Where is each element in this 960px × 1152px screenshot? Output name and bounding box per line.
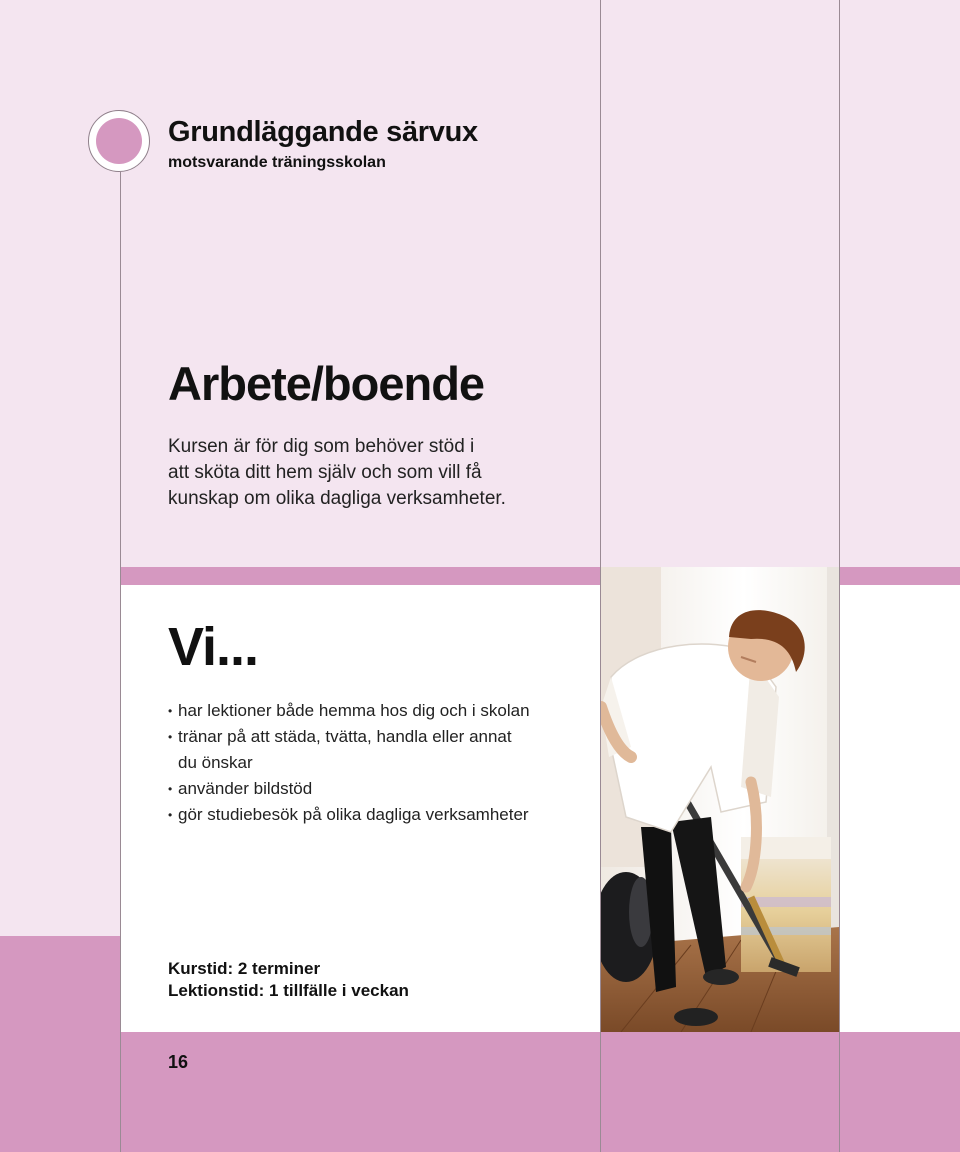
intro-line: kunskap om olika dagliga verksamheter. bbox=[168, 488, 506, 509]
intro-line: att sköta ditt hem själv och som vill få bbox=[168, 462, 482, 483]
vi-list bbox=[168, 698, 588, 828]
guide-line-left bbox=[120, 172, 121, 1152]
list-item-continuation: du önskar bbox=[178, 753, 253, 772]
pink-band-right bbox=[840, 567, 960, 585]
vi-heading: Vi... bbox=[168, 617, 259, 677]
guide-line-right bbox=[839, 0, 840, 1152]
list-item: • tränar på att städa, tvätta, handla eller annat bbox=[168, 724, 588, 750]
list-item: • har lektioner både hemma hos dig och i skolan bbox=[168, 698, 588, 724]
page-number: 16 bbox=[168, 1052, 189, 1072]
guide-line-middle bbox=[600, 0, 601, 1152]
intro-line: Kursen är för dig som behöver stöd i bbox=[168, 436, 475, 457]
course-intro bbox=[168, 434, 588, 512]
photo-man-vacuuming bbox=[601, 567, 839, 1032]
course-lessons: Lektionstid: 1 tillfälle i veckan bbox=[168, 981, 409, 1000]
photo-man-vacuuming-icon bbox=[601, 567, 839, 1032]
course-meta bbox=[168, 958, 409, 1002]
logo-dot bbox=[96, 118, 142, 164]
section-subtitle: motsvarande träningsskolan bbox=[168, 154, 386, 171]
course-duration: Kurstid: 2 terminer bbox=[168, 959, 321, 978]
logo-circle-icon bbox=[88, 110, 150, 172]
section-title: Grundläggande särvux bbox=[168, 116, 478, 148]
pink-footer-band bbox=[120, 1032, 960, 1152]
pink-left-block bbox=[0, 936, 120, 1152]
list-item: • använder bildstöd bbox=[168, 776, 588, 802]
course-title: Arbete/boende bbox=[168, 357, 485, 410]
white-right-panel bbox=[840, 585, 960, 1032]
pink-band-left bbox=[120, 567, 600, 585]
list-item: • gör studiebesök på olika dagliga verksamheter bbox=[168, 802, 588, 828]
